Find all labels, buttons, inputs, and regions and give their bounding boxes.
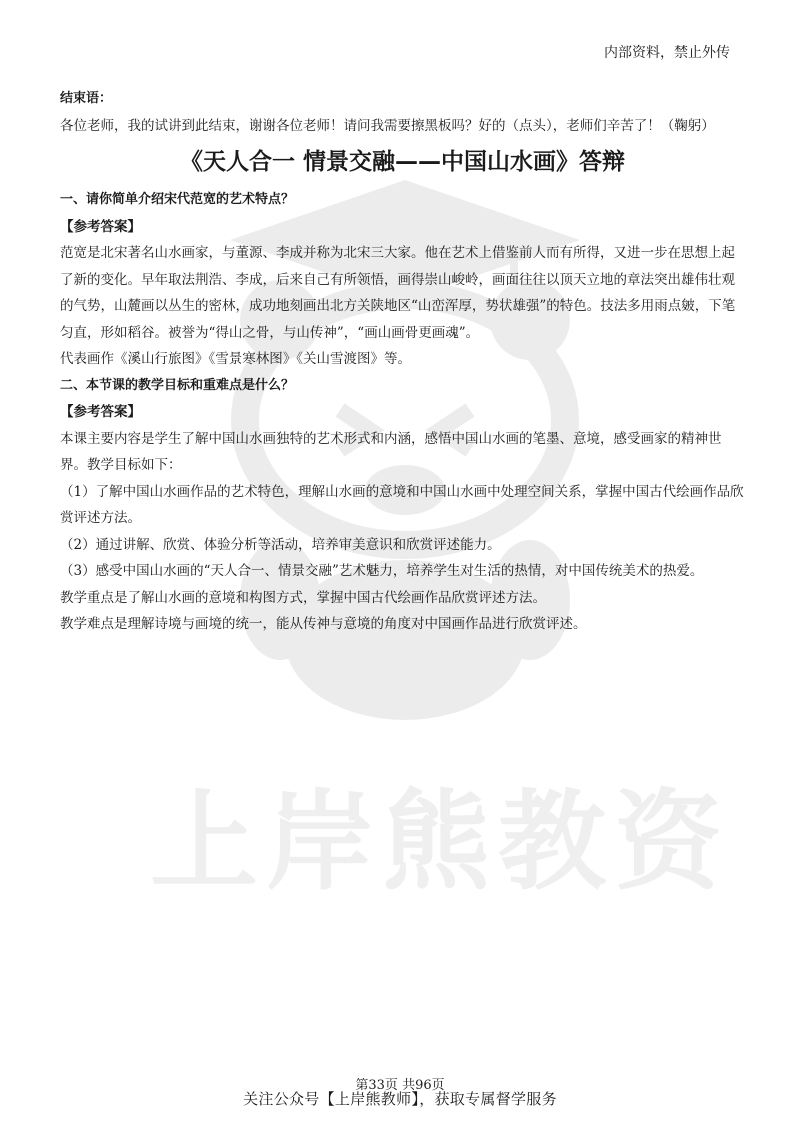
answer-1-paragraph-2: 代表画作《溪山行旅图》《雪景寒林图》《关山雪渡图》等。 (60, 351, 411, 367)
document-title: 《天人合一 情景交融——中国山水画》答辩 (179, 149, 625, 175)
answer-2-paragraph-4: （3）感受中国山水画的“天人合一、情景交融”艺术魅力，培养学生对生活的热情，对中国传统美术的热爱。 (60, 563, 704, 579)
answer-2-paragraph-5: 教学重点是了解山水画的意境和构图方式，掌握中国古代绘画作品欣赏评述方法。 (60, 589, 546, 606)
answer-2-paragraph-1: 本课主要内容是学生了解中国山水画独特的艺术形式和内涵，感悟中国山水画的笔墨、意境，感受画家的精神世界。教学目标如下： (60, 430, 722, 473)
answer-2-paragraph-3: （2）通过讲解、欣赏、体验分析等活动，培养审美意识和欣赏评述能力。 (60, 536, 501, 553)
answer-tag-1: 【参考答案】 (60, 218, 141, 235)
page-number: 第33页 共96页 (355, 1078, 445, 1093)
answer-2-paragraph-2: （1）了解中国山水画作品的艺术特色，理解山水画的意境和中国山水画中处理空间关系，掌握中国古代绘画作品欣赏评述方法。 (60, 483, 744, 526)
document-body (60, 86, 745, 638)
closing-label: 结束语： (60, 91, 113, 106)
confidential-note: 内部资料，禁止外传 (604, 45, 730, 61)
question-2: 二、本节课的教学目标和重难点是什么？ (60, 377, 295, 393)
footer-promo: 关注公众号【上岸熊教师】，获取专属督学服务 (243, 1090, 557, 1108)
question-1: 一、请你简单介绍宋代范宽的艺术特点？ (60, 192, 295, 207)
closing-text: 各位老师，我的试讲到此结束，谢谢各位老师！请问我需要擦黑板吗？好的（点头），老师们辛苦了！（鞠躬） (60, 117, 715, 134)
answer-1-paragraph-1: 范宽是北宋著名山水画家，与董源、李成并称为北宋三大家。他在艺术上借鉴前人而有所得，又进一步在思想上起了新的变化。早年取法荆浩、李成，后来自己有所领悟，画得崇山峻岭，画面往往以顶天立地的章法突出雄伟壮观的气势，山麓画以丛生的密林，成功地刻画出北方关陕地区“山峦浑厚，势状雄强”的特色。技法多用雨点皴，下笔匀直，形如稻谷。被誉为“得山之骨，与山传神”，“画山画骨更画魂”。 (60, 245, 736, 341)
answer-2-paragraph-6: 教学难点是理解诗境与画境的统一，能从传神与意境的角度对中国画作品进行欣赏评述。 (60, 616, 587, 632)
brand-watermark-text: 上岸熊教资 (150, 780, 731, 905)
answer-tag-2: 【参考答案】 (60, 404, 141, 420)
